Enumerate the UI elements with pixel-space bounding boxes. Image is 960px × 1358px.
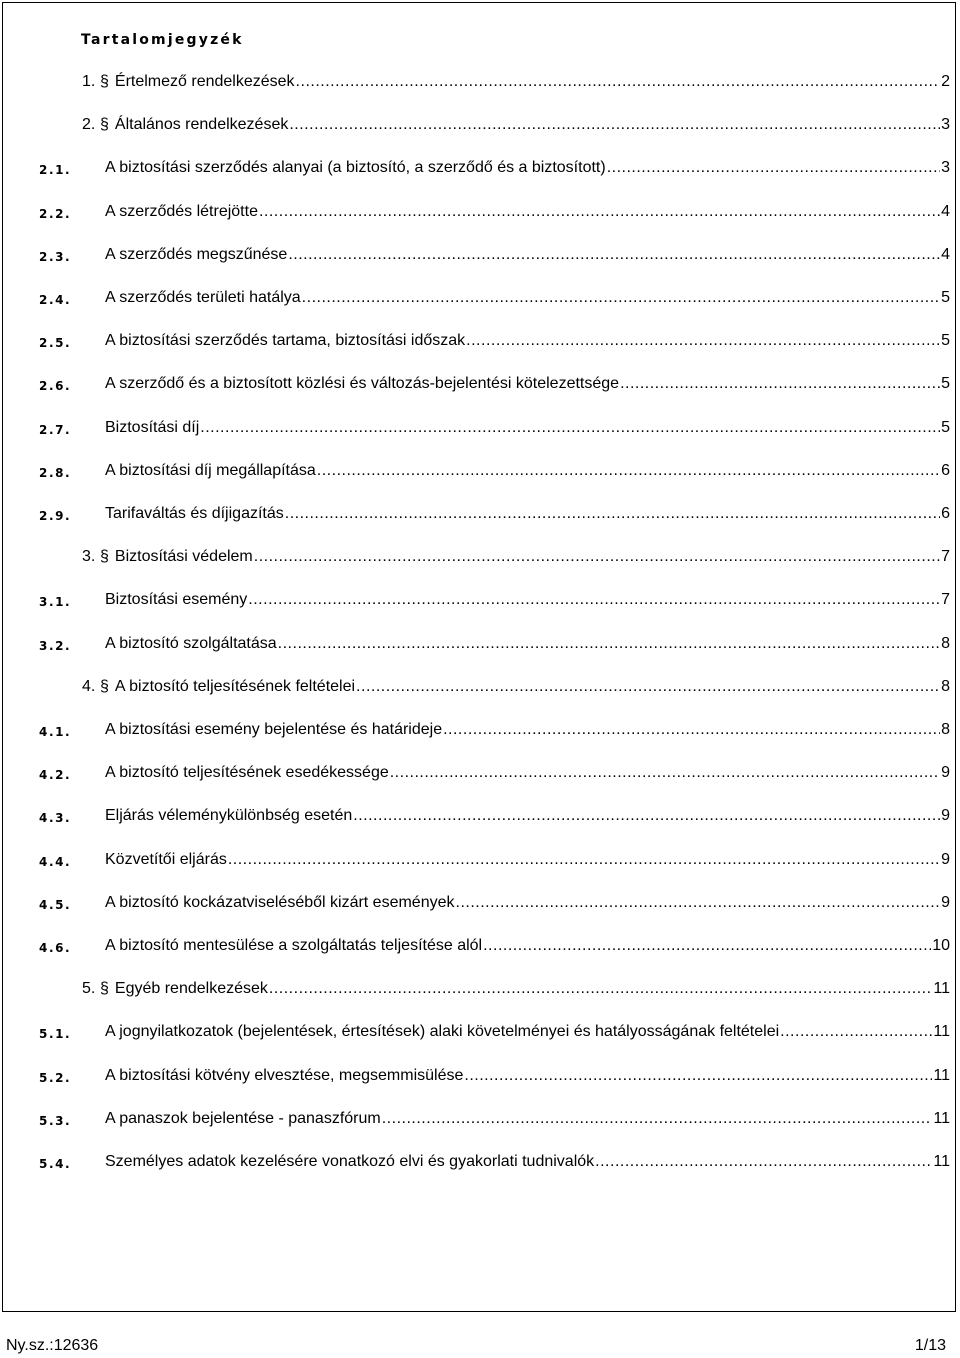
toc-entry-number: 4.6. — [39, 941, 72, 955]
toc-entry-page: 2 — [941, 73, 950, 90]
toc-entry[interactable] — [0, 545, 960, 569]
toc-entry[interactable] — [0, 113, 960, 137]
toc-entry-number: 4. — [82, 677, 96, 695]
dot-leader — [269, 977, 933, 1001]
dot-leader — [356, 675, 940, 699]
toc-entry[interactable] — [0, 329, 960, 353]
dot-leader — [456, 891, 941, 915]
toc-entry-title: Egyéb rendelkezések — [114, 980, 268, 998]
toc-entry-title: Biztosítási esemény — [105, 591, 248, 609]
toc-entry-number: 5.3. — [39, 1113, 72, 1128]
toc-entry-number: 3.1. — [39, 595, 72, 610]
dot-leader — [780, 1020, 932, 1044]
dot-leader — [464, 1064, 932, 1088]
toc-entry-title: A szerződés területi hatálya — [105, 289, 301, 306]
section-sign-icon: § — [100, 548, 109, 566]
toc-entry-page: 3 — [941, 159, 950, 177]
toc-entry-title: A szerződés létrejötte — [105, 202, 258, 220]
toc-entry[interactable] — [0, 804, 960, 828]
toc-entry-number: 5.2. — [39, 1070, 72, 1085]
toc-entry-number: 2.9. — [39, 509, 72, 523]
toc-entry-number: 3. — [82, 548, 96, 566]
toc-entry-page: 11 — [933, 1153, 950, 1170]
toc-entry[interactable] — [0, 934, 960, 958]
toc-entry-number: 4.1. — [39, 725, 72, 739]
toc-entry-number: 2.7. — [39, 422, 72, 437]
toc-entry-number: 2.5. — [39, 336, 72, 351]
toc-entry-page: 4 — [941, 245, 950, 263]
toc-entry[interactable] — [0, 1107, 960, 1131]
toc-entry-page: 9 — [941, 893, 950, 911]
dot-leader — [382, 1107, 933, 1131]
toc-title: Tartalomjegyzék — [81, 32, 244, 48]
toc-entry-title: Személyes adatok kezelésére vonatkozó elvi és gyakorlati tudnivalók — [105, 1153, 595, 1170]
toc-entry-page: 8 — [941, 677, 950, 695]
toc-entry-title: A szerződés megszűnése — [105, 245, 288, 263]
toc-entry[interactable] — [0, 372, 960, 396]
section-sign-icon: § — [100, 980, 109, 998]
dot-leader — [289, 113, 940, 137]
toc-entry[interactable] — [0, 200, 960, 224]
toc-entry-page: 11 — [933, 1066, 950, 1084]
dot-leader — [390, 761, 940, 785]
toc-entry[interactable] — [0, 416, 960, 440]
dot-leader — [254, 545, 940, 569]
toc-entry-page: 5 — [941, 332, 950, 350]
document-number: Ny.sz.:12636 — [6, 1337, 99, 1354]
dot-leader — [259, 200, 940, 224]
toc-entry-page: 11 — [933, 1023, 950, 1041]
toc-entry-title: A biztosító kockázatviseléséből kizárt események — [105, 893, 455, 911]
toc-entry-title: Általános rendelkezések — [114, 116, 289, 134]
page-footer — [0, 1334, 960, 1358]
toc-entry-number: 2.1. — [39, 163, 72, 178]
toc-entry[interactable] — [0, 1020, 960, 1044]
dot-leader — [285, 502, 940, 526]
toc-entry-number: 5.4. — [39, 1157, 72, 1171]
toc-entry-title: A biztosítási díj megállapítása — [105, 461, 316, 479]
section-sign-icon: § — [100, 116, 109, 134]
toc-entry[interactable] — [0, 286, 960, 310]
toc-entry-title: A szerződő és a biztosított közlési és változás-bejelentési kötelezettsége — [105, 375, 620, 393]
toc-entry-number: 5. — [82, 980, 96, 998]
toc-entry[interactable] — [0, 243, 960, 267]
toc-entry-page: 5 — [941, 375, 950, 393]
toc-entry-page: 9 — [941, 764, 950, 782]
toc-entry-page: 5 — [941, 289, 950, 306]
toc-entry[interactable] — [0, 675, 960, 699]
page-number: 1/13 — [914, 1337, 946, 1354]
toc-entry-title: A biztosító teljesítésének feltételei — [114, 677, 356, 695]
toc-entry-page: 8 — [941, 634, 950, 652]
toc-entry-number: 1. — [82, 73, 96, 90]
toc-entry-title: A panaszok bejelentése - panaszfórum — [105, 1109, 381, 1127]
toc-entry-page: 9 — [941, 807, 950, 825]
section-sign-icon: § — [100, 73, 109, 90]
toc-entry-title: A biztosítási esemény bejelentése és határideje — [105, 721, 443, 738]
toc-entry-title: A biztosító szolgáltatása — [105, 634, 277, 652]
toc-entry-number: 2.6. — [39, 379, 72, 394]
toc-entry-number: 2. — [82, 116, 96, 134]
toc-entry-title: A biztosító mentesülése a szolgáltatás teljesítése alól — [105, 937, 483, 954]
dot-leader — [595, 1150, 932, 1174]
toc-entry-title: A biztosítási szerződés alanyai (a biztosító, a szerződő és a biztosított) — [105, 159, 606, 177]
toc-entry-page: 4 — [941, 202, 950, 220]
dot-leader — [278, 632, 940, 656]
toc-entry-page: 3 — [941, 116, 950, 134]
toc-entry-page: 5 — [941, 418, 950, 436]
toc-entry-page: 6 — [941, 505, 950, 522]
dot-leader — [443, 718, 940, 742]
dot-leader — [228, 848, 940, 872]
dot-leader — [620, 372, 940, 396]
toc-entry[interactable] — [0, 588, 960, 612]
toc-entry-page: 10 — [932, 937, 950, 954]
toc-entry-number: 2.4. — [39, 293, 72, 307]
dot-leader — [483, 934, 931, 958]
dot-leader — [302, 286, 940, 310]
toc-entry-title: A biztosítási kötvény elvesztése, megsemmisülése — [105, 1066, 464, 1084]
toc-entry-page: 6 — [941, 461, 950, 479]
toc-entry[interactable] — [0, 156, 960, 180]
toc-entry-page: 7 — [941, 548, 950, 566]
toc-entry-number: 3.2. — [39, 638, 72, 653]
toc-entry-number: 2.2. — [39, 206, 72, 221]
dot-leader — [200, 416, 940, 440]
dot-leader — [288, 243, 940, 267]
section-sign-icon: § — [100, 677, 109, 695]
toc-entry-number: 4.2. — [39, 768, 72, 783]
toc-entry-page: 7 — [941, 591, 950, 609]
toc-entry[interactable] — [0, 632, 960, 656]
toc-entry-number: 4.4. — [39, 854, 72, 869]
toc-entry-title: Biztosítási védelem — [114, 548, 253, 566]
dot-leader — [317, 459, 940, 483]
toc-entry-title: Eljárás véleménykülönbség esetén — [105, 807, 353, 825]
toc-entry-number: 2.3. — [39, 249, 72, 264]
toc-entry-number: 2.8. — [39, 465, 72, 480]
toc-entry[interactable] — [0, 1150, 960, 1174]
toc-entry-page: 11 — [933, 980, 950, 998]
dot-leader — [248, 588, 940, 612]
toc-entry-page: 8 — [941, 721, 950, 738]
toc-entry[interactable] — [0, 70, 960, 94]
toc-entry[interactable] — [0, 459, 960, 483]
toc-entry[interactable] — [0, 977, 960, 1001]
toc-entry-title: Értelmező rendelkezések — [114, 73, 295, 90]
dot-leader — [607, 156, 940, 180]
dot-leader — [296, 70, 941, 94]
toc-entry[interactable] — [0, 718, 960, 742]
toc-entry[interactable] — [0, 502, 960, 526]
toc-entry-page: 11 — [933, 1109, 950, 1127]
toc-entry-title: A biztosító teljesítésének esedékessége — [105, 764, 389, 782]
toc-entry-page: 9 — [941, 850, 950, 868]
toc-entry-number: 4.3. — [39, 811, 72, 826]
toc-entry-number: 5.1. — [39, 1027, 72, 1042]
toc-entry[interactable] — [0, 1064, 960, 1088]
toc-entry-title: A biztosítási szerződés tartama, biztosítási időszak — [105, 332, 466, 350]
toc-entry-number: 4.5. — [39, 897, 72, 912]
dot-leader — [353, 804, 940, 828]
dot-leader — [466, 329, 940, 353]
toc-entry[interactable] — [0, 891, 960, 915]
toc-entry-title: Tarifaváltás és díjigazítás — [105, 505, 284, 522]
toc-entry-title: A jognyilatkozatok (bejelentések, értesítések) alaki követelményei és hatályosságának feltételei — [105, 1023, 780, 1041]
toc-entry-title: Közvetítői eljárás — [105, 850, 227, 868]
toc-entry[interactable] — [0, 761, 960, 785]
toc-entry-title: Biztosítási díj — [105, 418, 200, 436]
toc-entry[interactable] — [0, 848, 960, 872]
